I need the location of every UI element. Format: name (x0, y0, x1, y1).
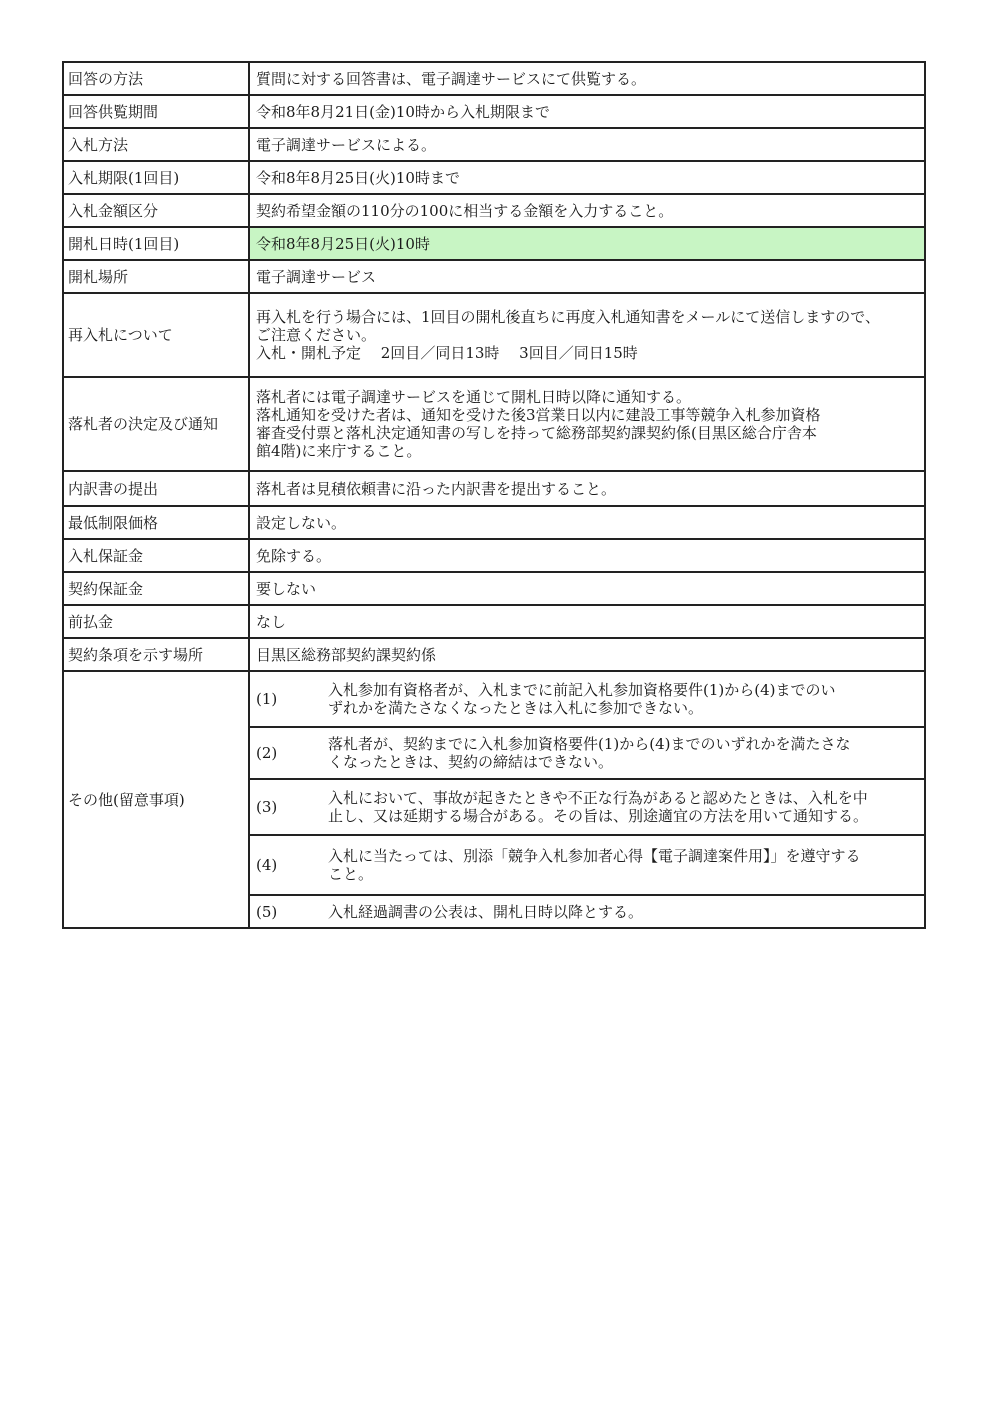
row-label: 契約条項を示す場所 (63, 638, 249, 671)
notes-list (249, 671, 925, 928)
note-text: 入札において、事故が起きたときや不正な行為があると認めたときは、入札を中 (328, 789, 868, 807)
note-item (250, 672, 924, 728)
row-bid-amount (63, 194, 925, 227)
text-line: 落札者には電子調達サービスを通じて開札日時以降に通知する。 (256, 388, 692, 406)
row-value: 契約希望金額の110分の100に相当する金額を入力すること。 (249, 194, 925, 227)
note-text: 落札者が、契約までに入札参加資格要件(1)から(4)までのいずれかを満たさな (328, 735, 851, 753)
row-label: 入札期限(1回目) (63, 161, 249, 194)
row-rebid (63, 293, 925, 377)
note-text: ずれかを満たさなくなったときは入札に参加できない。 (328, 699, 704, 717)
text-line: 再入札を行う場合には、1回目の開札後直ちに再度入札通知書をメールにて送信しますので、 (256, 308, 880, 326)
row-label: 再入札について (63, 293, 249, 377)
note-item (250, 728, 924, 780)
row-label: 開札日時(1回目) (63, 227, 249, 260)
row-contract-deposit (63, 572, 925, 605)
note-text: 止し、又は延期する場合がある。その旨は、別途適宜の方法を用いて通知する。 (328, 807, 869, 825)
note-text: 入札経過調書の公表は、開札日時以降とする。 (328, 902, 644, 921)
row-opening-datetime (63, 227, 925, 260)
row-value: 令和8年8月21日(金)10時から入札期限まで (249, 95, 925, 128)
row-label: 入札金額区分 (63, 194, 249, 227)
row-answer-period (63, 95, 925, 128)
row-label: 契約保証金 (63, 572, 249, 605)
row-value (249, 293, 925, 377)
row-award-decision (63, 377, 925, 471)
row-bid-method (63, 128, 925, 161)
note-number: (4) (256, 856, 278, 874)
row-value (249, 377, 925, 471)
row-other-notes (63, 671, 925, 928)
row-label: 入札保証金 (63, 539, 249, 572)
text-line: 館4階)に来庁すること。 (256, 442, 422, 460)
row-value: 質問に対する回答書は、電子調達サービスにて供覧する。 (249, 62, 925, 95)
note-text: こと。 (328, 865, 374, 883)
row-label: 最低制限価格 (63, 506, 249, 539)
row-label: 開札場所 (63, 260, 249, 293)
note-item (250, 780, 924, 836)
row-value: 電子調達サービス (249, 260, 925, 293)
row-contract-terms-place (63, 638, 925, 671)
text-line: ご注意ください。 (256, 326, 377, 344)
row-label: 前払金 (63, 605, 249, 638)
row-answer-method (63, 62, 925, 95)
bid-info-table (62, 61, 926, 929)
note-number: (3) (256, 798, 278, 816)
note-item (250, 836, 924, 896)
row-label: 回答供覧期間 (63, 95, 249, 128)
row-label: 回答の方法 (63, 62, 249, 95)
row-value: 要しない (249, 572, 925, 605)
row-label: 入札方法 (63, 128, 249, 161)
note-text: 入札参加有資格者が、入札までに前記入札参加資格要件(1)から(4)までのい (328, 681, 836, 699)
row-value: 落札者は見積依頼書に沿った内訳書を提出すること。 (249, 471, 925, 506)
note-text: くなったときは、契約の締結はできない。 (328, 753, 614, 771)
row-breakdown (63, 471, 925, 506)
text-line: 入札・開札予定 2回目／同日13時 3回目／同日15時 (256, 344, 638, 362)
row-value: 免除する。 (249, 539, 925, 572)
row-value: 令和8年8月25日(火)10時まで (249, 161, 925, 194)
row-value: なし (249, 605, 925, 638)
row-label: 内訳書の提出 (63, 471, 249, 506)
row-advance-payment (63, 605, 925, 638)
note-number: (5) (256, 902, 278, 921)
row-value: 設定しない。 (249, 506, 925, 539)
row-bid-deposit (63, 539, 925, 572)
row-min-price (63, 506, 925, 539)
row-value: 目黒区総務部契約課契約係 (249, 638, 925, 671)
note-number: (1) (256, 690, 278, 708)
row-value-highlighted: 令和8年8月25日(火)10時 (249, 227, 925, 260)
text-line: 落札通知を受けた者は、通知を受けた後3営業日以内に建設工事等競争入札参加資格 (256, 406, 821, 424)
row-bid-deadline (63, 161, 925, 194)
note-item (250, 896, 924, 927)
row-label: 落札者の決定及び通知 (63, 377, 249, 471)
note-text: 入札に当たっては、別添「競争入札参加者心得【電子調達案件用】」を遵守する (328, 847, 861, 865)
row-value: 電子調達サービスによる。 (249, 128, 925, 161)
text-line: 審査受付票と落札決定通知書の写しを持って総務部契約課契約係(目黒区総合庁舎本 (256, 424, 817, 442)
note-number: (2) (256, 744, 278, 762)
row-opening-place (63, 260, 925, 293)
row-label: その他(留意事項) (63, 671, 249, 928)
